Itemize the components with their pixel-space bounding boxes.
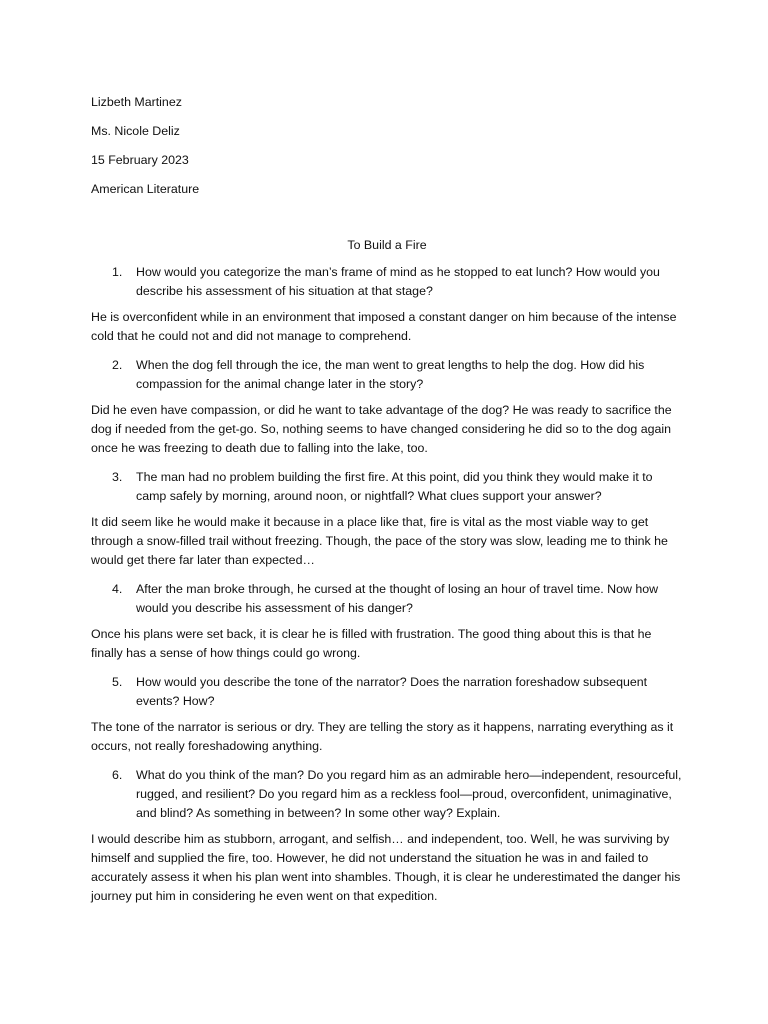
question-4 [91, 580, 683, 618]
question-number: 3. [112, 470, 123, 484]
essay-title: To Build a Fire [347, 238, 427, 252]
question-text: How would you categorize the man’s frame of mind as he stopped to eat lunch? How would you describe his assessment of his situation at that stage? [136, 265, 660, 298]
question-text: When the dog fell through the ice, the man went to great lengths to help the dog. How did his compassion for the animal change later in the story? [136, 358, 645, 391]
date: 15 February 2023 [91, 153, 189, 167]
question-answer-list [91, 263, 683, 906]
question-text: The man had no problem building the first fire. At this point, did you think they would make it to camp safely by morning, around noon, or nightfall? What clues support your answer? [136, 470, 653, 503]
question-5 [91, 673, 683, 711]
question-number: 5. [112, 675, 123, 689]
question-2 [91, 356, 683, 394]
question-text: What do you think of the man? Do you regard him as an admirable hero—independent, resourceful, rugged, and resilient? Do you regard him as a reckless fool—proud, overconfident, unimaginative, and blind? As something in between? In some other way? Explain. [136, 768, 682, 820]
student-name: Lizbeth Martinez [91, 95, 182, 109]
question-number: 2. [112, 358, 123, 372]
question-1 [91, 263, 683, 301]
question-number: 1. [112, 265, 123, 279]
question-6 [91, 766, 683, 823]
question-number: 4. [112, 582, 123, 596]
question-text: How would you describe the tone of the narrator? Does the narration foreshadow subsequent events? How? [136, 675, 648, 708]
answer-2: Did he even have compassion, or did he want to take advantage of the dog? He was ready to sacrifice the dog if needed from the get-go. So, nothing seems to have changed considering he did so to the dog again once he was freezing to death due to falling into the lake, too. [91, 403, 672, 455]
answer-4: Once his plans were set back, it is clear he is filled with frustration. The good thing about this is that he finally has a sense of how things could go wrong. [91, 627, 652, 660]
answer-6: I would describe him as stubborn, arrogant, and selfish… and independent, too. Well, he was surviving by himself and supplied the fire, too. However, he did not understand the situation he was in and failed to accurately assess it when his plan went into shambles. Though, it is clear he underestimated the danger his journey put him in considering he even went on that expedition. [91, 832, 681, 903]
answer-3: It did seem like he would make it because in a place like that, fire is vital as the most viable way to get through a snow-filled trail without freezing. Though, the pace of the story was slow, leading me to think he would get there far later than expected… [91, 515, 668, 567]
answer-5: The tone of the narrator is serious or dry. They are telling the story as it happens, narrating everything as it occurs, not really foreshadowing anything. [91, 720, 674, 753]
question-3 [91, 468, 683, 506]
essay-body [91, 93, 683, 916]
course-name: American Literature [91, 182, 200, 196]
question-text: After the man broke through, he cursed at the thought of losing an hour of travel time. Now how would you describe his assessment of his danger? [136, 582, 659, 615]
question-number: 6. [112, 768, 123, 782]
teacher-name: Ms. Nicole Deliz [91, 124, 180, 138]
answer-1: He is overconfident while in an environment that imposed a constant danger on him because of the intense cold that he could not and did not manage to comprehend. [91, 310, 677, 343]
